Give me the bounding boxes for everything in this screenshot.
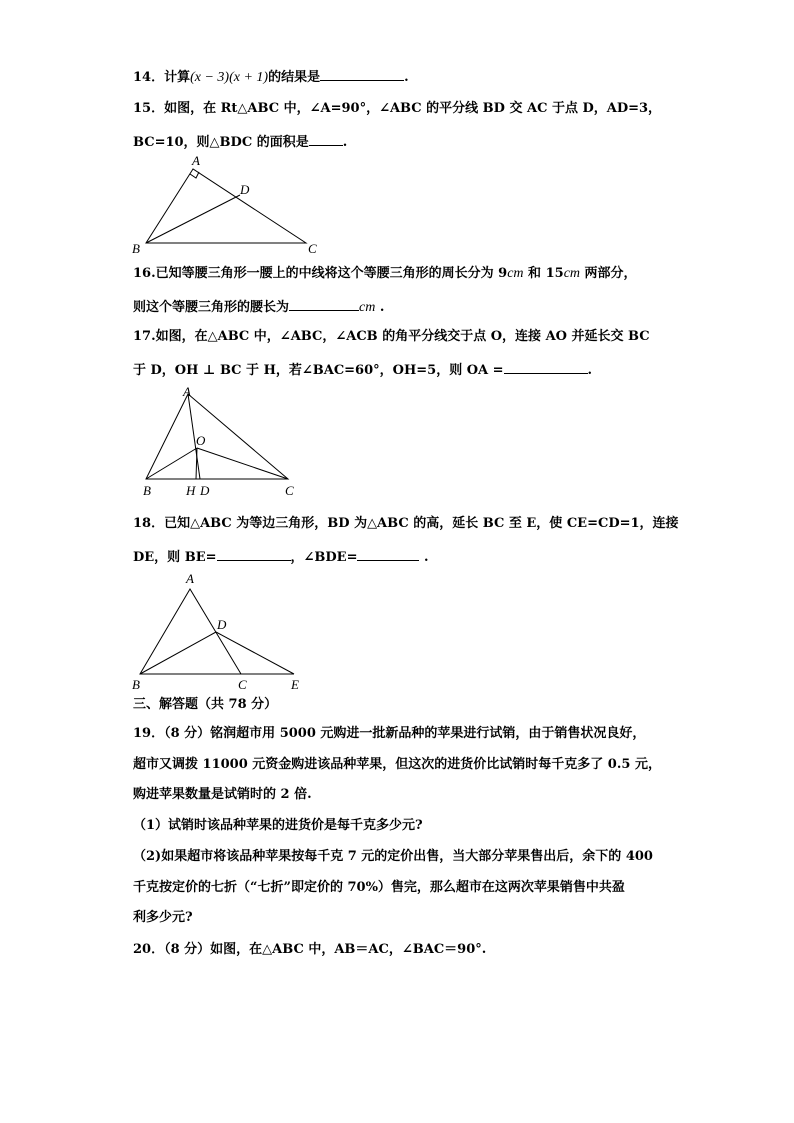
q18-label-b: B [132, 677, 140, 692]
q14-post: 的结果是 [268, 70, 321, 85]
q20-line: 20．（8 分）如图，在△ABC 中，AB＝AC，∠BAC＝90°. [133, 942, 487, 957]
q18-segment-bd [140, 632, 216, 674]
q17-label-o: O [196, 433, 206, 448]
q18-end: . [419, 550, 429, 565]
q19-sub2-line3: 利多少元? [133, 910, 193, 925]
q17-line1: 17.如图，在△ABC 中，∠ABC，∠ACB 的角平分线交于点 O，连接 AO 并延长交 BC [133, 329, 650, 344]
q18-line2 [133, 548, 429, 566]
q16-text-b: 和 15 [523, 266, 564, 281]
q18-triangle-figure [128, 570, 313, 694]
q16-unit-cm-3: cm [359, 300, 376, 315]
q17-answer-blank[interactable] [504, 361, 588, 374]
q14-pre: 计算 [164, 70, 191, 85]
q17-label-c: C [285, 483, 294, 498]
q17-segment-oc [197, 448, 288, 479]
q15-triangle-figure [128, 152, 328, 260]
q17-label-b: B [143, 483, 151, 498]
q17-triangle-figure [138, 384, 303, 500]
section-3-heading: 三、解答题（共 78 分） [133, 697, 278, 712]
q19-line1: 19．（8 分）铭润超市用 5000 元购进一批新品种的苹果进行试销，由于销售状况良好， [133, 726, 646, 741]
q15-bisector-bd [146, 195, 240, 243]
q17-label-a: A [183, 384, 191, 399]
q19-sub2-line1: （2)如果超市将该品种苹果按每千克 7 元的定价出售，当大部分苹果售出后，余下的 400 [133, 849, 653, 864]
q17-label-d: D [200, 483, 210, 498]
q14-line [133, 68, 409, 86]
q15-line1: 15．如图，在 Rt△ABC 中，∠A=90°，∠ABC 的平分线 BD 交 AC 于点 D，AD=3， [133, 101, 662, 116]
q16-unit-cm-1: cm [507, 266, 524, 281]
q18-line2-a: DE，则 BE= [133, 550, 217, 565]
q17-end: . [587, 363, 593, 378]
q16-text-c: 两部分， [580, 266, 637, 281]
q15-label-b: B [132, 241, 140, 256]
q15-triangle-abc [146, 169, 306, 243]
q19-line3: 购进苹果数量是试销时的 2 倍. [133, 787, 312, 802]
q19-sub1: （1）试销时该品种苹果的进货价是每千克多少元? [133, 818, 423, 833]
q18-label-d: D [217, 617, 227, 632]
q15-end: . [342, 135, 348, 150]
q18-segment-de [216, 632, 294, 674]
q15-answer-blank[interactable] [309, 133, 343, 146]
q18-label-c: C [238, 677, 247, 692]
q18-angle-blank[interactable] [357, 548, 419, 561]
q16-line1 [133, 266, 637, 282]
q16-unit-cm-2: cm [563, 266, 581, 281]
q15-label-d: D [240, 182, 250, 197]
q16-answer-blank[interactable] [289, 298, 359, 311]
q14-end: . [404, 70, 409, 85]
q17-label-h: H [186, 483, 196, 498]
q19-line2: 超市又调拨 11000 元资金购进该品种苹果，但这次的进货价比试销时每千克多了 0.5 元， [133, 757, 661, 772]
q19-sub2-line2: 千克按定价的七折（“七折”即定价的 70%）售完，那么超市在这两次苹果销售中共盈 [133, 880, 625, 895]
q16-line2-text: 则这个等腰三角形的腰长为 [133, 300, 290, 315]
q18-line2-b: ，∠BDE= [290, 550, 358, 565]
q16-text-a: 16.已知等腰三角形一腰上的中线将这个等腰三角形的周长分为 9 [133, 266, 508, 281]
q18-label-e: E [291, 677, 299, 692]
q18-line1: 18．已知△ABC 为等边三角形，BD 为△ABC 的高，延长 BC 至 E，使 CE=CD=1，连接 [133, 516, 679, 531]
q15-right-angle-mark [190, 172, 199, 178]
q16-line2 [133, 298, 384, 316]
q15-label-a: A [192, 153, 200, 168]
q14-answer-blank[interactable] [320, 68, 404, 81]
q14-number: 14． [133, 70, 165, 85]
q17-line2 [133, 361, 592, 379]
q15-line2 [133, 133, 347, 151]
q18-be-blank[interactable] [217, 548, 291, 561]
q14-expression: (x − 3)(x + 1) [190, 70, 269, 85]
q16-end: . [375, 300, 385, 315]
q17-line2-text: 于 D，OH ⊥ BC 于 H，若∠BAC=60°，OH=5，则 OA = [133, 363, 504, 378]
q15-line2-text: BC=10，则△BDC 的面积是 [133, 135, 309, 150]
q18-label-a: A [186, 571, 194, 586]
q15-label-c: C [308, 241, 317, 256]
